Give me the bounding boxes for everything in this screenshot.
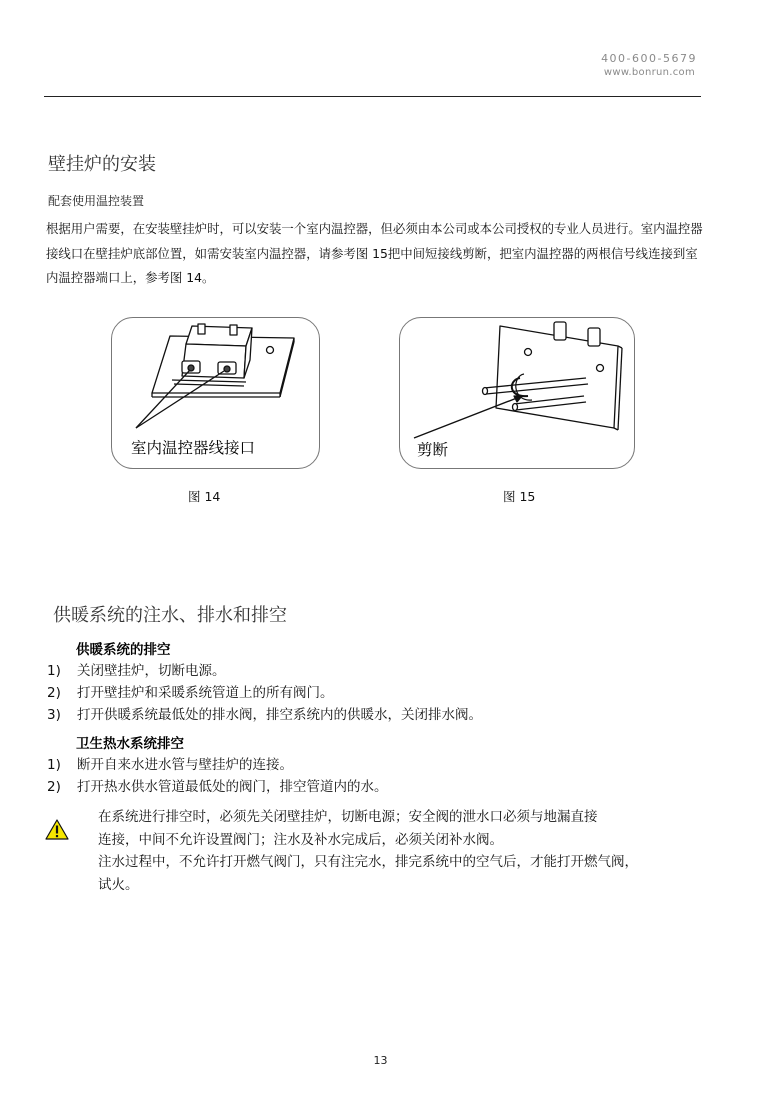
figure-14-label: 室内温控器线接口 [131, 439, 256, 457]
figure-14-caption: 图 14 [188, 489, 221, 504]
figure-15-label: 剪断 [417, 441, 449, 459]
list-item: 3) 打开供暖系统最低处的排水阀，排空系统内的供暖水，关闭排水阀。 [47, 707, 482, 723]
list-item: 2) 打开壁挂炉和采暖系统管道上的所有阀门。 [47, 685, 334, 701]
warning-text [98, 806, 718, 896]
warning-line: 注水过程中，不允许打开燃气阀门，只有注完水，排完系统中的空气后，才能打开燃气阀， [98, 854, 638, 870]
figure-15-caption: 图 15 [503, 489, 536, 504]
section-title-installation: 壁挂炉的安装 [48, 154, 156, 175]
header-divider [44, 96, 701, 97]
warning-icon [45, 819, 69, 844]
section-subtitle-thermostat: 配套使用温控装置 [48, 194, 145, 208]
hotwater-drain-heading: 卫生热水系统排空 [76, 736, 184, 752]
warning-line: 在系统进行排空时，必须先关闭壁挂炉，切断电源；安全阀的泄水口必须与地漏直接 [98, 809, 598, 825]
warning-line: 试火。 [98, 876, 139, 893]
section-title-water: 供暖系统的注水、排水和排空 [53, 605, 287, 626]
header-website: www.bonrun.com [603, 67, 695, 78]
warning-line: 连接，中间不允许设置阀门；注水及补水完成后，必须关闭补水阀。 [98, 831, 503, 848]
header-phone: 400-600-5679 [601, 52, 697, 65]
list-item: 2) 打开热水供水管道最低处的阀门，排空管道内的水。 [47, 779, 388, 795]
list-item: 1) 断开自来水进水管与壁挂炉的连接。 [47, 757, 293, 773]
list-item: 1) 关闭壁挂炉，切断电源。 [47, 663, 226, 679]
figure-15 [399, 317, 635, 469]
page-number: 13 [373, 1054, 388, 1067]
installation-paragraph: 根据用户需要，在安装壁挂炉时，可以安装一个室内温控器，但必须由本公司或本公司授权的专业人员进行。室内温控器接线口在壁挂炉底部位置，如需安装室内温控器，请参考图 15把中间短接线剪断，把室内温控器的两根信号线连接到室内温控器端口上，参考图 14。 [46, 221, 703, 285]
figure-14 [111, 317, 320, 469]
heating-drain-heading: 供暖系统的排空 [76, 642, 171, 658]
